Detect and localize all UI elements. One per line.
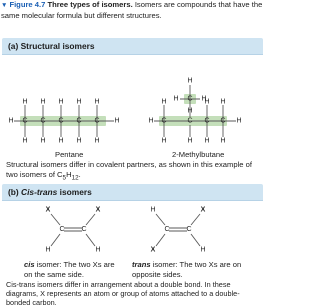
- methylbutane-label: 2-Methylbutane: [172, 150, 225, 159]
- hydrogen-atom: H: [236, 117, 242, 125]
- panel-b-title-italic: Cis-trans: [21, 187, 58, 197]
- formula-sub-hydrogen: 12: [71, 174, 79, 180]
- panel-b-title-suffix: isomers: [57, 187, 92, 197]
- trans-label: [132, 260, 260, 279]
- hydrogen-atom: H: [45, 246, 51, 254]
- figure-title: Three types of isomers.: [47, 0, 133, 9]
- carbon-atom: C: [186, 226, 192, 233]
- hydrogen-atom: H: [8, 117, 14, 125]
- hydrogen-atom: H: [94, 98, 100, 106]
- hydrogen-atom: H: [148, 117, 154, 125]
- hydrogen-atom: H: [204, 98, 210, 106]
- methylbutane-molecule: [154, 85, 236, 137]
- carbon-atom: C: [187, 95, 193, 103]
- carbon-atom: C: [204, 117, 210, 125]
- trans-label-bold: trans: [132, 260, 151, 269]
- hydrogen-atom: H: [114, 117, 120, 125]
- triangle-icon: ▼: [1, 2, 8, 9]
- x-substituent: X: [150, 246, 156, 254]
- hydrogen-atom: H: [187, 107, 193, 115]
- carbon-atom: C: [59, 226, 65, 233]
- hydrogen-atom: H: [187, 137, 193, 145]
- carbon-atom: C: [40, 117, 46, 125]
- hydrogen-atom: H: [201, 95, 207, 103]
- figure-caption-text: Isomers are compounds that have the same molecular formula but different structures.: [1, 0, 263, 20]
- structural-isomers-panel: [2, 38, 263, 180]
- panel-b-title-prefix: (b): [8, 187, 22, 197]
- hydrogen-atom: H: [95, 246, 101, 254]
- x-substituent: X: [45, 206, 51, 214]
- hydrogen-atom: H: [204, 137, 210, 145]
- hydrogen-atom: H: [187, 77, 193, 85]
- hydrogen-atom: H: [58, 98, 64, 106]
- hydrogen-atom: H: [173, 95, 179, 103]
- formula-h: H: [66, 169, 72, 179]
- panel-b-title: [2, 184, 263, 201]
- x-substituent: X: [200, 206, 206, 214]
- hydrogen-atom: H: [150, 206, 156, 214]
- hydrogen-atom: H: [220, 98, 226, 106]
- figure-caption: [1, 0, 263, 21]
- carbon-atom: C: [187, 117, 193, 125]
- hydrogen-atom: H: [161, 137, 167, 145]
- carbon-atom: C: [22, 117, 28, 125]
- carbon-atom: C: [94, 117, 100, 125]
- carbon-atom: C: [164, 226, 170, 233]
- carbon-atom: C: [81, 226, 87, 233]
- cis-trans-diagram: [2, 201, 263, 261]
- panel-b-description: Cis-trans isomers differ in arrangement about a double bond. In these diagrams, X represents an atom or group of atoms attached to a double-bonded carbon.: [6, 280, 240, 307]
- panel-a-description-text: Structural isomers differ in covalent partners, as shown in this example of two isomers of C: [6, 160, 252, 179]
- formula-end: .: [78, 169, 81, 179]
- hydrogen-atom: H: [94, 137, 100, 145]
- hydrogen-atom: H: [58, 137, 64, 145]
- trans-label-rest: isomer: The two Xs are on opposite sides.: [132, 260, 242, 279]
- formula-sub-carbon: 5: [62, 174, 67, 180]
- cis-molecule: [51, 214, 95, 246]
- x-substituent: X: [95, 206, 101, 214]
- pentane-label: Pentane: [55, 150, 84, 159]
- hydrogen-atom: H: [161, 98, 167, 106]
- trans-molecule: [156, 214, 200, 246]
- cis-trans-isomers-panel: [2, 184, 263, 308]
- hydrogen-atom: H: [220, 137, 226, 145]
- hydrogen-atom: H: [22, 137, 28, 145]
- hydrogen-atom: H: [22, 98, 28, 106]
- hydrogen-atom: H: [40, 98, 46, 106]
- carbon-atom: C: [58, 117, 64, 125]
- hydrogen-atom: H: [76, 98, 82, 106]
- carbon-atom: C: [220, 117, 226, 125]
- hydrogen-atom: H: [76, 137, 82, 145]
- cis-label: [24, 260, 124, 279]
- figure-number: Figure 4.7: [9, 0, 46, 9]
- structural-isomers-diagram: [2, 55, 263, 155]
- hydrogen-atom: H: [200, 246, 206, 254]
- panel-a-title: (a) Structural isomers: [2, 38, 263, 55]
- carbon-atom: C: [161, 117, 167, 125]
- panel-a-description: [6, 160, 261, 180]
- cis-label-bold: cis: [24, 260, 35, 269]
- carbon-atom: C: [76, 117, 82, 125]
- cis-label-rest: isomer: The two Xs are on the same side.: [24, 260, 115, 279]
- hydrogen-atom: H: [40, 137, 46, 145]
